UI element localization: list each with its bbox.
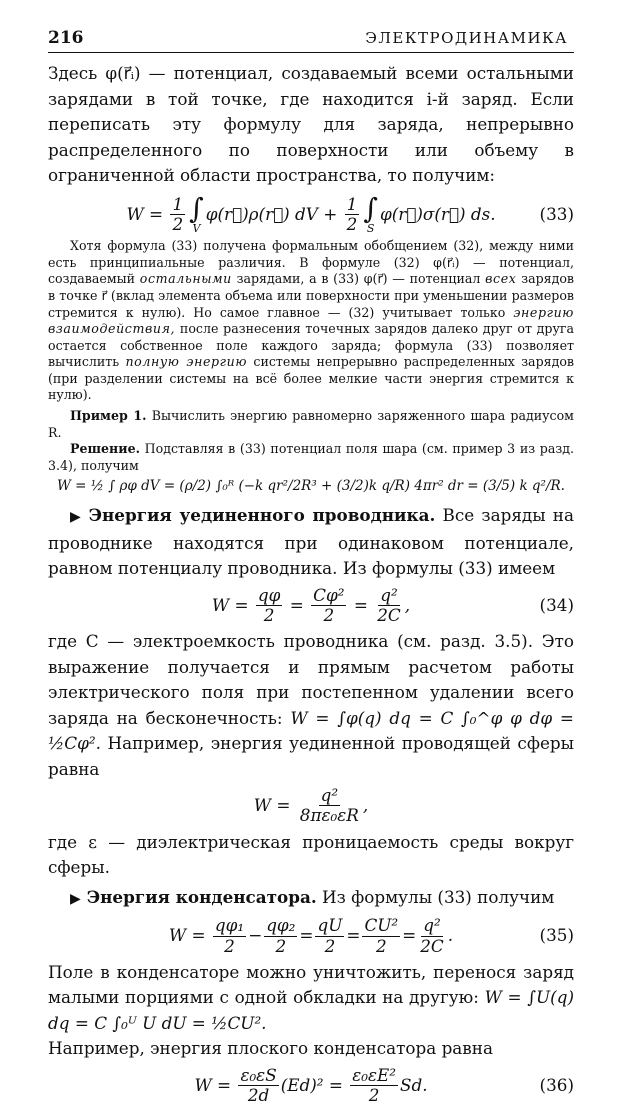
equation-34: W = $\frac{q\varphi}{2}$ = $\frac{\text{Cφ²}}{2}$ = $\frac{\text{q²}}{2C}$ , (34) <box>211 584 574 625</box>
paragraph-discharge: Поле в конденсаторе можно уничтожить, перенося заряд малыми порциями с одной обкладки на другую: W = ∫U(q) dq = C ∫₀ᵁ U dU = ½CU². <box>48 961 575 1033</box>
page-number: 216 <box>48 28 84 48</box>
example-1-solution: Решение. Подставляя в (33) потенциал поля шара (см. пример 3 из разд. 3.4), получим <box>48 441 574 473</box>
paragraph-permittivity: где ε — диэлектрическая проницаемость среды вокруг сферы. <box>48 831 574 878</box>
triangle-bullet-icon: ▶ <box>70 509 83 526</box>
equation-33: W = $\frac{1}{2}$ ∫ V φ(r⃗)ρ(r⃗) dV + $\frac{1}{2}$ ∫ S φ(r⃗)σ(r⃗) ds. (33) <box>126 191 574 235</box>
example-1: Пример 1. Вычислить энергию равномерно заряженного шара радиусом R. <box>48 408 574 440</box>
equation-number-33: (33) <box>539 203 574 224</box>
section-isolated-conductor: ▶ Энергия уединенного проводника. Все заряды на проводнике находятся при одинаковом потенциале, равном потенциалу проводника. Из формулы (33) имеем <box>48 505 574 579</box>
equation-sphere: W = $\frac{\text{q²}}{\text{8πε₀εR}}$ , <box>253 785 369 826</box>
page-header <box>48 28 574 53</box>
fraction-half: $\frac{1}{2}$ <box>346 193 358 234</box>
section-capacitor: ▶ Энергия конденсатора. Из формулы (33) получим <box>70 886 555 907</box>
integral-surface: ∫ S <box>363 191 378 235</box>
note-block: Хотя формула (33) получена формальным обобщением (32), между ними есть принципиальные различия. В формуле (32) φ(r⃗ᵢ) — потенциал, создаваемый остальными зарядами, а в (33) φ(r⃗) — потенциал всех зарядов в точке r⃗ (вклад элемента объема или поверхности при уменьшении размеров стремится к нулю). Но самое главное — (32) учитывает только энергию взаимодействия, после разнесения точечных зарядов далеко друг от друга остается собственное поле каждого заряда; формула (33) позволяет вычислить полную энергию системы непрерывно распределенных зарядов (при разделении системы на всё более мелкие части энергия стремится к нулю). <box>48 238 575 403</box>
equation-number-36: (36) <box>539 1074 574 1095</box>
paragraph-capacitance: где C — электроемкость проводника (см. разд. 3.5). Это выражение получается и прямым расчетом работы электрического поля при постепенном удалении всего заряда на бесконечность: W = ∫φ(q) dq = C ∫₀^φ φ dφ = ½Cφ². Например, энергия уединенной проводящей сферы равна <box>48 631 574 779</box>
fraction-half: $\frac{1}{2}$ <box>172 193 184 234</box>
paragraph-intro: Здесь φ(r⃗ᵢ) — потенциал, создаваемый всеми остальными зарядами в той точке, где находится i-й заряд. Если переписать эту формулу для заряда, непрерывно распределенного по поверхности или объему в ограниченной области пространства, то получим: <box>48 63 574 185</box>
equation-36: W = $\frac{\text{ε₀εS}}{2d}$ (Ed)² = $\frac{\text{ε₀εE²}}{2}$ Sd. (36) <box>194 1064 574 1106</box>
equation-35: W = $\frac{\text{qφ₁}}{2}$ − $\frac{\text{qφ₂}}{2}$ = $\frac{qU}{2}$ = $\frac{\text{CU²}}{2}$ = $\frac{\text{q²}}{2C}$ . (35) <box>168 915 574 956</box>
paragraph-plane-capacitor: Например, энергия плоского конденсатора равна <box>48 1038 493 1059</box>
example-equation: W = ½ ∫ ρφ dV = (ρ/2) ∫₀ᴿ (−k qr²/2R³ + (3/2)k q/R) 4πr² dr = (3/5) k q²/R. <box>57 478 565 495</box>
integral-volume: ∫ V <box>189 191 204 235</box>
running-title: ЭЛЕКТРОДИНАМИКА <box>365 29 568 47</box>
inline-formula-capacitor: W = ∫U(q) dq = C ∫₀ᵁ U dU = ½CU². <box>48 987 575 1033</box>
equation-number-34: (34) <box>539 594 574 615</box>
triangle-bullet-icon: ▶ <box>70 890 81 907</box>
equation-number-35: (35) <box>539 925 574 946</box>
inline-formula-conductor: W = ∫φ(q) dq = C ∫₀^φ φ dφ = ½Cφ². <box>48 707 574 754</box>
